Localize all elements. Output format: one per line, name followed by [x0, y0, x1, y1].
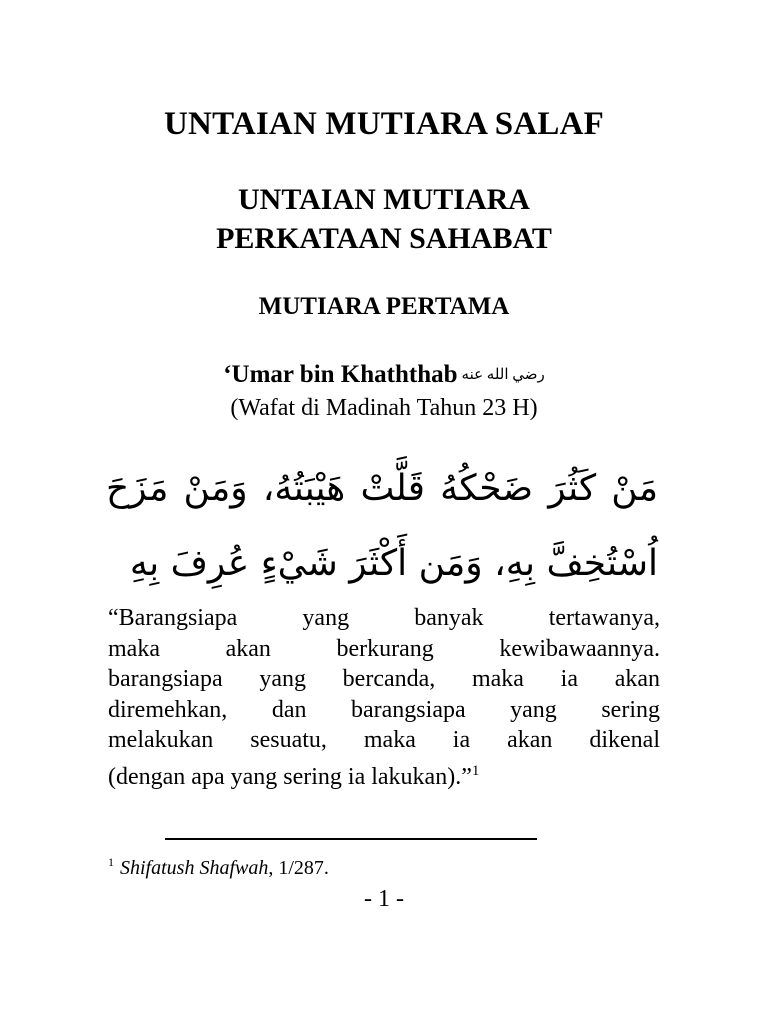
honorific-glyph: رضي الله عنه — [461, 367, 545, 383]
chapter-title — [0, 180, 768, 258]
page-number: - 1 - — [364, 886, 404, 912]
arabic-quote-line-1: مَنْ كَثُرَ ضَحْكُهُ قَلَّتْ هَيْبَتُهُ، وَمَنْ مَزَحَ — [106, 468, 658, 509]
translation-line: (dengan apa yang sering ia lakukan).” — [108, 763, 472, 790]
person-name: ‘Umar bin Khaththab — [223, 361, 458, 388]
footnote-reference[interactable]: 1 — [471, 762, 480, 779]
translation-line: melakukan sesuatu, maka ia akan dikenal — [108, 727, 660, 753]
footnote-source-reference: , 1/287. — [268, 857, 329, 879]
chapter-title-line-1: UNTAIAN MUTIARA — [238, 183, 530, 216]
book-title: UNTAIAN MUTIARA SALAF — [164, 106, 604, 142]
translation-line: maka akan berkurang kewibawaannya. — [108, 635, 660, 662]
person-heading — [0, 361, 768, 389]
footnote-divider — [165, 838, 537, 840]
translation-line: “Barangsiapa yang banyak tertawanya, — [108, 605, 660, 631]
translation-line: diremehkan, dan barangsiapa yang sering — [108, 696, 660, 723]
chapter-title-line-2: PERKATAAN SAHABAT — [216, 222, 552, 255]
section-title: MUTIARA PERTAMA — [258, 293, 510, 320]
footnote-source-title: Shifatush Shafwah — [120, 857, 269, 879]
footnote-number: 1 — [108, 855, 114, 869]
footnote — [108, 855, 329, 880]
death-note: (Wafat di Madinah Tahun 23 H) — [230, 395, 538, 421]
translation-last-line — [108, 756, 660, 793]
arabic-quote-line-2: اُسْتُخِفَّ بِهِ، وَمَن أَكْثَرَ شَيْءٍ عُرِفَ بِهِ — [129, 543, 658, 584]
translation-paragraph — [108, 603, 660, 792]
translation-line: barangsiapa yang bercanda, maka ia akan — [108, 666, 660, 692]
